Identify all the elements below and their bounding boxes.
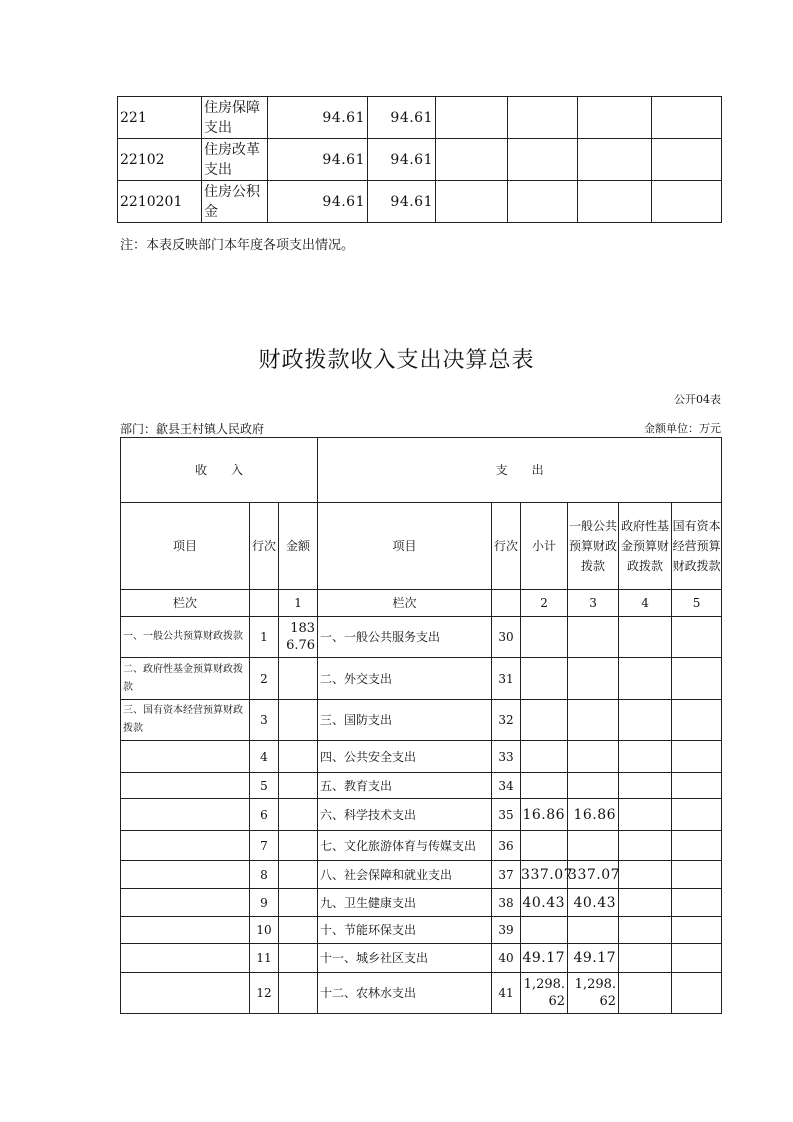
expense-row-number: 37 — [492, 861, 521, 889]
income-row-number: 10 — [250, 917, 279, 944]
fund-budget-amount — [619, 799, 672, 831]
income-amount — [279, 861, 318, 889]
empty-cell — [436, 97, 508, 139]
state-capital-amount — [672, 799, 722, 831]
empty-cell — [508, 181, 578, 223]
table-row — [121, 889, 722, 917]
income-row-number: 8 — [250, 861, 279, 889]
expense-row-number: 33 — [492, 741, 521, 773]
income-row-number: 9 — [250, 889, 279, 917]
fund-budget-amount — [619, 617, 672, 658]
income-amount — [279, 658, 318, 700]
state-capital-amount — [672, 861, 722, 889]
department-label: 部门：歙县王村镇人民政府 — [120, 422, 265, 436]
column-label: 栏次 — [121, 590, 250, 617]
empty-cell — [578, 181, 652, 223]
empty-cell — [436, 181, 508, 223]
income-row-number: 3 — [250, 700, 279, 741]
expense-item: 六、科学技术支出 — [318, 799, 492, 831]
expense-row-number: 32 — [492, 700, 521, 741]
general-budget-amount: 1,298.62 — [568, 973, 619, 1014]
empty-cell — [652, 97, 722, 139]
expense-item: 十一、城乡社区支出 — [318, 944, 492, 973]
fund-budget-amount — [619, 773, 672, 799]
expense-item: 七、文化旅游体育与传媒支出 — [318, 831, 492, 861]
income-amount — [279, 917, 318, 944]
state-capital-header: 国有资本经营预算财政拨款 — [672, 503, 722, 590]
expense-row-number: 38 — [492, 889, 521, 917]
expense-item: 一、一般公共服务支出 — [318, 617, 492, 658]
state-capital-amount — [672, 773, 722, 799]
column-number: 2 — [521, 590, 568, 617]
amount-unit-label: 金额单位：万元 — [644, 422, 721, 435]
table-row — [121, 773, 722, 799]
general-budget-amount — [568, 741, 619, 773]
income-amount-header: 金额 — [279, 503, 318, 590]
table-row — [121, 617, 722, 658]
general-budget-amount — [568, 617, 619, 658]
category-code: 22102 — [118, 139, 202, 181]
expense-row-number: 31 — [492, 658, 521, 700]
column-label: 栏次 — [318, 590, 492, 617]
amount-cell: 94.61 — [368, 139, 436, 181]
subtotal-amount — [521, 658, 568, 700]
general-budget-amount — [568, 658, 619, 700]
income-item — [121, 741, 250, 773]
general-budget-amount: 16.86 — [568, 799, 619, 831]
income-amount — [279, 700, 318, 741]
empty-cell — [508, 139, 578, 181]
expense-rowno-header: 行次 — [492, 503, 521, 590]
income-amount — [279, 799, 318, 831]
empty-cell — [652, 181, 722, 223]
general-budget-header: 一般公共预算财政拨款 — [568, 503, 619, 590]
category-name: 住房保障支出 — [202, 97, 268, 139]
fund-budget-amount — [619, 861, 672, 889]
amount-cell: 94.61 — [368, 181, 436, 223]
income-item-header: 项目 — [121, 503, 250, 590]
expense-item: 五、教育支出 — [318, 773, 492, 799]
table-row — [118, 139, 722, 181]
subtotal-amount: 337.07 — [521, 861, 568, 889]
state-capital-amount — [672, 700, 722, 741]
state-capital-amount — [672, 889, 722, 917]
income-amount — [279, 889, 318, 917]
subtotal-amount: 49.17 — [521, 944, 568, 973]
income-item: 一、一般公共预算财政拨款 — [121, 617, 250, 658]
expense-item: 四、公共安全支出 — [318, 741, 492, 773]
category-name: 住房公积金 — [202, 181, 268, 223]
table-row — [121, 917, 722, 944]
column-number: 1 — [279, 590, 318, 617]
column-number: 4 — [619, 590, 672, 617]
state-capital-amount — [672, 973, 722, 1014]
income-row-number: 5 — [250, 773, 279, 799]
table-row — [118, 181, 722, 223]
table-row — [121, 973, 722, 1014]
income-item — [121, 973, 250, 1014]
table-note: 注：本表反映部门本年度各项支出情况。 — [120, 238, 355, 253]
table-row — [121, 944, 722, 973]
state-capital-amount — [672, 831, 722, 861]
empty-cell — [508, 97, 578, 139]
income-item — [121, 917, 250, 944]
income-amount: 1836.76 — [279, 617, 318, 658]
state-capital-amount — [672, 741, 722, 773]
subtotal-amount: 1,298.62 — [521, 973, 568, 1014]
income-item — [121, 944, 250, 973]
empty-cell — [436, 139, 508, 181]
expense-item: 三、国防支出 — [318, 700, 492, 741]
expense-item: 九、卫生健康支出 — [318, 889, 492, 917]
expense-item: 十、节能环保支出 — [318, 917, 492, 944]
expense-item-header: 项目 — [318, 503, 492, 590]
expense-header: 支 出 — [318, 438, 722, 503]
state-capital-amount — [672, 658, 722, 700]
income-row-number: 6 — [250, 799, 279, 831]
subtotal-amount: 40.43 — [521, 889, 568, 917]
column-number: 3 — [568, 590, 619, 617]
appropriation-summary-table — [120, 437, 722, 1014]
column-number: 5 — [672, 590, 722, 617]
income-row-number: 4 — [250, 741, 279, 773]
subtotal-amount — [521, 831, 568, 861]
income-rowno-header: 行次 — [250, 503, 279, 590]
income-amount — [279, 944, 318, 973]
state-capital-amount — [672, 917, 722, 944]
income-row-number: 1 — [250, 617, 279, 658]
general-budget-amount: 337.07 — [568, 861, 619, 889]
income-amount — [279, 741, 318, 773]
subtotal-header: 小计 — [521, 503, 568, 590]
state-capital-amount — [672, 617, 722, 658]
subtotal-amount — [521, 700, 568, 741]
expense-row-number: 39 — [492, 917, 521, 944]
subtotal-amount — [521, 617, 568, 658]
general-budget-amount — [568, 917, 619, 944]
fund-budget-amount — [619, 741, 672, 773]
expense-row-number: 34 — [492, 773, 521, 799]
page-title: 财政拨款收入支出决算总表 — [258, 348, 535, 373]
amount-cell: 94.61 — [268, 181, 368, 223]
fund-budget-amount — [619, 889, 672, 917]
column-header-row — [121, 503, 722, 590]
table-row — [118, 97, 722, 139]
general-budget-amount: 40.43 — [568, 889, 619, 917]
subtotal-amount — [521, 741, 568, 773]
fund-budget-amount — [619, 700, 672, 741]
category-code: 221 — [118, 97, 202, 139]
expense-item: 二、外交支出 — [318, 658, 492, 700]
table-row — [121, 831, 722, 861]
income-amount — [279, 831, 318, 861]
income-item — [121, 861, 250, 889]
fund-budget-amount — [619, 917, 672, 944]
fund-budget-amount — [619, 973, 672, 1014]
income-item — [121, 773, 250, 799]
income-row-number: 11 — [250, 944, 279, 973]
amount-cell: 94.61 — [268, 139, 368, 181]
table-row — [121, 799, 722, 831]
general-budget-amount — [568, 700, 619, 741]
general-budget-amount — [568, 773, 619, 799]
group-header-row — [121, 438, 722, 503]
fund-budget-amount — [619, 944, 672, 973]
amount-cell: 94.61 — [268, 97, 368, 139]
income-item: 二、政府性基金预算财政拨款 — [121, 658, 250, 700]
expense-row-number: 30 — [492, 617, 521, 658]
expense-detail-table-continued — [117, 96, 722, 223]
table-row — [121, 741, 722, 773]
table-row — [121, 861, 722, 889]
expense-row-number: 36 — [492, 831, 521, 861]
income-item — [121, 831, 250, 861]
expense-row-number: 40 — [492, 944, 521, 973]
expense-row-number: 41 — [492, 973, 521, 1014]
expense-item: 十二、农林水支出 — [318, 973, 492, 1014]
subtotal-amount — [521, 917, 568, 944]
general-budget-amount: 49.17 — [568, 944, 619, 973]
empty-cell — [578, 139, 652, 181]
income-amount — [279, 973, 318, 1014]
income-row-number: 7 — [250, 831, 279, 861]
category-code: 2210201 — [118, 181, 202, 223]
table-row — [121, 658, 722, 700]
fund-budget-amount — [619, 831, 672, 861]
income-row-number: 12 — [250, 973, 279, 1014]
general-budget-amount — [568, 831, 619, 861]
expense-item: 八、社会保障和就业支出 — [318, 861, 492, 889]
state-capital-amount — [672, 944, 722, 973]
subtotal-amount: 16.86 — [521, 799, 568, 831]
fund-budget-amount — [619, 658, 672, 700]
expense-row-number: 35 — [492, 799, 521, 831]
income-item — [121, 889, 250, 917]
income-item — [121, 799, 250, 831]
income-amount — [279, 773, 318, 799]
empty-cell — [578, 97, 652, 139]
income-row-number: 2 — [250, 658, 279, 700]
table-row — [121, 700, 722, 741]
category-name: 住房改革支出 — [202, 139, 268, 181]
form-number: 公开04表 — [674, 393, 721, 406]
amount-cell: 94.61 — [368, 97, 436, 139]
empty-cell — [652, 139, 722, 181]
income-header: 收 入 — [121, 438, 318, 503]
income-item: 三、国有资本经营预算财政拨款 — [121, 700, 250, 741]
fund-budget-header: 政府性基金预算财政拨款 — [619, 503, 672, 590]
subtotal-amount — [521, 773, 568, 799]
column-number-row — [121, 590, 722, 617]
